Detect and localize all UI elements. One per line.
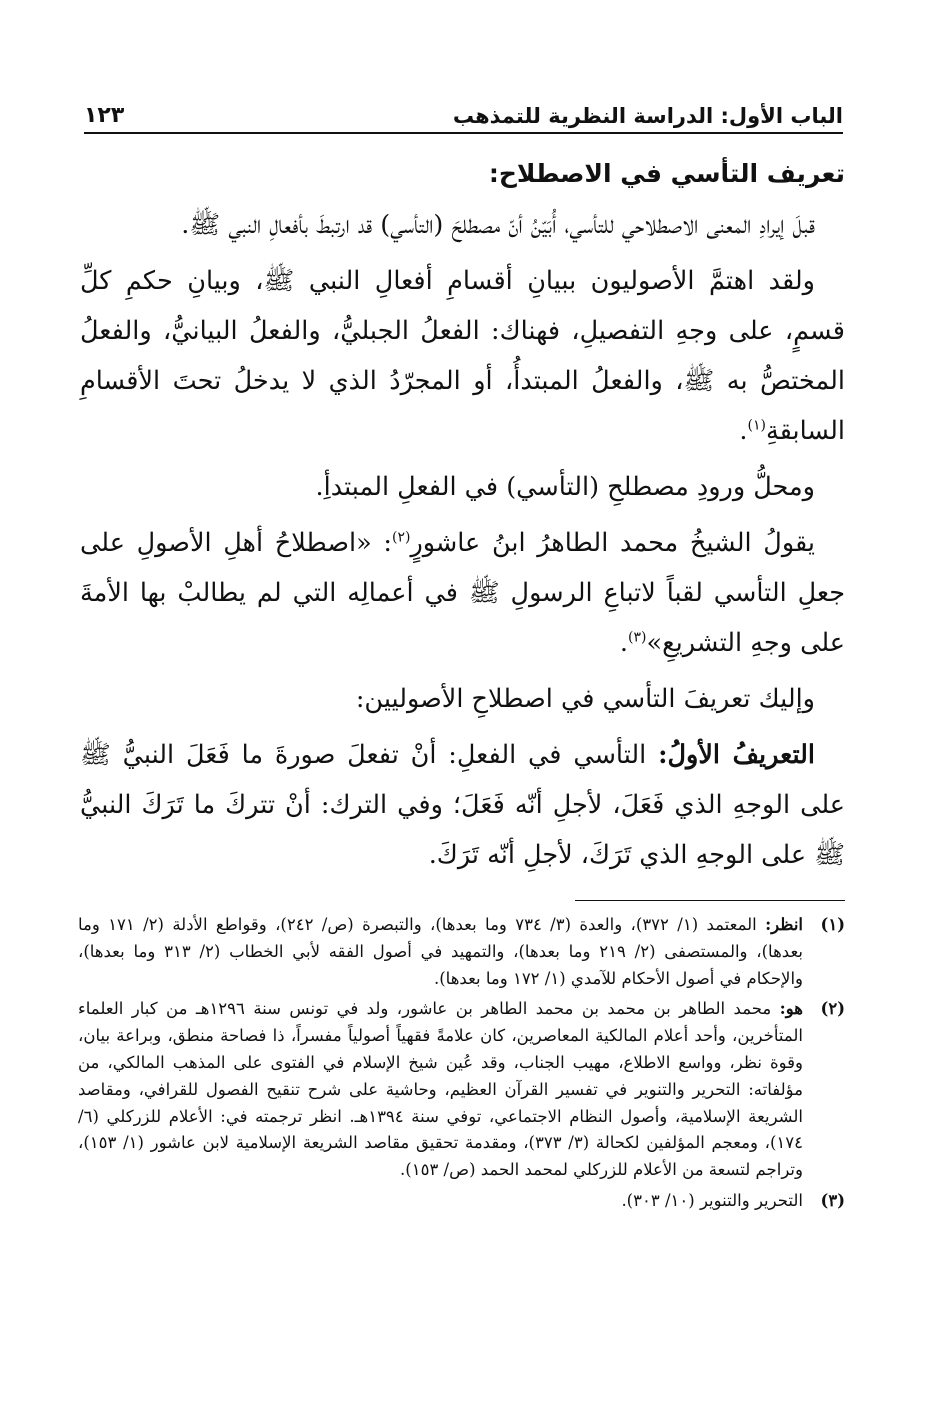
footnote bbox=[78, 996, 845, 1184]
footnote-text bbox=[78, 912, 803, 992]
footnote-number: (١) bbox=[820, 915, 845, 934]
paragraph-text: ومحلُّ ورودِ مصطلحِ (التأسي) في الفعلِ المبتدأِ. bbox=[315, 472, 815, 502]
paragraph bbox=[80, 200, 845, 250]
paragraph bbox=[80, 674, 845, 724]
footnote-lead: انظر: bbox=[765, 915, 804, 934]
footnote-ref-3: (٣) bbox=[628, 629, 647, 646]
footnote-body: محمد الطاهر بن محمد بن محمد الطاهر بن عاشور، ولد في تونس سنة ١٢٩٦هـ من كبار العلماء المتأخرين، وأحد أعلام المالكية المعاصرين، كان علامةً فقهياً أصولياً مفسراً، ذا فصاحة منطق، وبراعة بيان، وقوة نظر، وواسع الاطلاع، مهيب الجناب، وقد عُين شيخ الإسلام في الفتوى على المذهب المالكي، من مؤلفاته: التحرير والتنوير في تفسير القرآن العظيم، وحاشية على شرح تنقيح الفصول للقرافي، ومقاصد الشريعة الإسلامية، وأصول النظام الاجتماعي، توفي سنة ١٣٩٤هـ. انظر ترجمته في: الأعلام للزركلي (٦/ ١٧٤)، ومعجم المؤلفين لكحالة (٣/ ٣٧٣)، ومقدمة تحقيق مقاصد الشريعة الإسلامية لابن عاشور (١/ ١٥٣)، وتراجم لتسعة من الأعلام للزركلي لمحمد الحمد (ص/ ١٥٣). bbox=[78, 999, 804, 1180]
paragraph-text: وإليك تعريفَ التأسي في اصطلاحِ الأصوليين: bbox=[355, 684, 815, 714]
definition-label: التعريفُ الأولُ: bbox=[658, 740, 816, 770]
main-text bbox=[80, 152, 845, 886]
footnote-ref-1: (١) bbox=[747, 417, 766, 434]
running-header bbox=[84, 100, 843, 134]
section-heading: تعريف التأسي في الاصطلاح: bbox=[488, 159, 845, 188]
footnote-divider bbox=[575, 900, 845, 901]
footnote-ref-2: (٢) bbox=[391, 529, 411, 546]
footnote-lead: هو: bbox=[779, 999, 803, 1019]
paragraph-text: التأسي في الفعلِ: أنْ تفعلَ صورةَ ما فَعَلَ النبيُّ ﷺ على الوجهِ الذي فَعَلَ، لأجلِ أنّه فَعَلَ؛ وفي الترك: أنْ تتركَ ما تَرَكَ النبيُّ ﷺ على الوجهِ الذي تَرَكَ، لأجلِ أنّه تَرَكَ. bbox=[80, 740, 845, 870]
paragraph: ولقد اهتمَّ الأصوليون ببيانِ أقسامِ أفعالِ النبي ﷺ، وبيانِ حكمِ كلِّ قسمٍ، على وجهِ التفصيلِ، فهناك: الفعلُ الجبليُّ، والفعلُ البيانيُّ، والفعلُ المختصُّ به ﷺ، والفعلُ المبتدأُ، أو المجرّدُ الذي لا يدخلُ تحتَ الأقسامِ السابقةِ$^{(١)}$. bbox=[80, 266, 845, 446]
footnote-number: (٢) bbox=[820, 999, 845, 1019]
paragraph-text: قبلَ إيرادِ المعنى الاصطلاحي للتأسي، أُبَيّنُ أنّ مصطلحَ (التأسي) قد ارتبطَ بأفعالِ النبي ﷺ. bbox=[181, 210, 815, 240]
footnote-text bbox=[78, 1188, 803, 1215]
paragraph: يقولُ الشيخُ محمد الطاهرُ ابنُ عاشورٍ$^{(٢)}$: «اصطلاحُ أهلِ الأصولِ على جعلِ التأسي لقباً لاتباعِ الرسولِ ﷺ في أعمالِه التي لم يطالبْ بها الأمةَ على وجهِ التشريعِ»$^{(٣)}$. bbox=[80, 528, 845, 658]
paragraph-text: يقولُ الشيخُ محمد الطاهرُ ابنُ عاشورٍ bbox=[410, 528, 815, 558]
footnotes bbox=[78, 912, 845, 1219]
paragraph bbox=[80, 462, 845, 512]
footnote-body: المعتمد (١/ ٣٧٢)، والعدة (٣/ ٧٣٤ وما بعدها)، والتبصرة (ص/ ٢٤٢)، وقواطع الأدلة (٢/ ١٧١ وما بعدها)، والمستصفى (٢/ ٢١٩ وما بعدها)، والتمهيد في أصول الفقه لأبي الخطاب (٢/ ٣١٣ وما بعدها)، والإحكام في أصول الأحكام للآمدي (١/ ١٧٢ وما بعدها). bbox=[78, 915, 804, 988]
footnote bbox=[78, 912, 845, 992]
definition-paragraph bbox=[80, 730, 845, 880]
footnote-number: (٣) bbox=[820, 1190, 845, 1210]
footnote-body: التحرير والتنوير (١٠/ ٣٠٣). bbox=[621, 1190, 803, 1210]
page-number: ١٢٣ bbox=[84, 103, 125, 128]
quote-text: : «اصطلاحُ أهلِ الأصولِ على جعلِ التأسي لقباً لاتباعِ الرسولِ ﷺ في أعمالِه التي لم يطالبْ بها الأمةَ على وجهِ التشريعِ» bbox=[80, 528, 845, 658]
footnote bbox=[78, 1188, 845, 1215]
paragraph-text: ولقد اهتمَّ الأصوليون ببيانِ أقسامِ أفعالِ النبي ﷺ، وبيانِ حكمِ كلِّ قسمٍ، على وجهِ التفصيلِ، فهناك: الفعلُ الجبليُّ، والفعلُ البيانيُّ، والفعلُ المختصُّ به ﷺ، والفعلُ المبتدأُ، أو المجرّدُ الذي لا يدخلُ تحتَ الأقسامِ السابقةِ bbox=[80, 266, 845, 446]
running-title: الباب الأول: الدراسة النظرية للتمذهب bbox=[452, 104, 843, 128]
footnote-text bbox=[78, 996, 803, 1184]
